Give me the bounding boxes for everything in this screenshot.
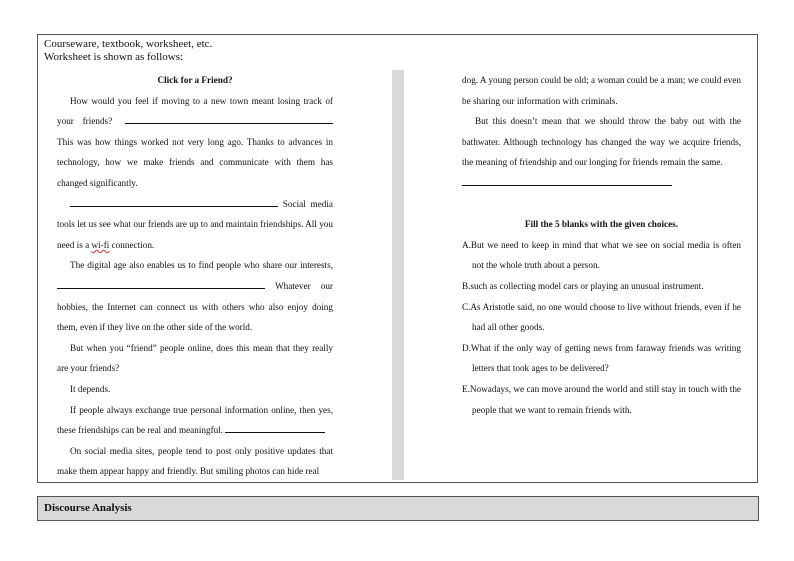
paragraph-2-text: Social media tools let us see what our friends are up to and maintain friendships. All you need is a (57, 198, 333, 250)
choice-b: B.such as collecting model cars or playing an unusual instrument. (462, 280, 704, 291)
paragraph-2-wifi: wi-fi (91, 239, 110, 250)
paragraph-1-text: How would you feel if moving to a new town meant losing track of your friends? (57, 95, 333, 127)
paragraph-3-text: Whatever our hobbies, the Internet can connect us with others who also enjoy doing them, even if they live on the other side of the world. (57, 280, 333, 333)
discourse-analysis-bar[interactable]: Discourse Analysis (37, 496, 759, 521)
blank-1[interactable] (125, 114, 333, 124)
article-paragraph-4: But when you “friend” people online, does this mean that they really are your friends? (57, 342, 333, 374)
article-paragraph-7: On social media sites, people tend to post only positive updates that make them appear happy and friendly. But smiling photos can hide real (57, 445, 333, 477)
paragraph-6-text: If people always exchange true personal information online, then yes, these friendships can be real and meaningful. (57, 404, 333, 436)
article-paragraph-1 (57, 91, 333, 194)
column-gutter (392, 70, 404, 480)
blank-5-line (462, 173, 741, 194)
worksheet-header (44, 38, 212, 64)
article-paragraph-5: It depends. (70, 383, 111, 394)
article-paragraph-2 (57, 194, 333, 256)
choice-e: E.Nowadays, we can move around the world and still stay in touch with the people that we want to remain friends with. (462, 383, 741, 415)
choice-a: A.But we need to keep in mind that what we see on social media is often not the whole truth about a person. (462, 239, 741, 271)
paragraph-3-start: The digital age also enables us to find people who share our interests, (70, 260, 333, 271)
header-line-1: Courseware, textbook, worksheet, etc. (44, 38, 213, 50)
article-left-column (57, 70, 333, 482)
paragraph-1-continued: This was how things worked not very long ago. Thanks to advances in technology, how we make friends and communicate with them has changed significantly. (57, 136, 333, 188)
choice-c: C.As Aristotle said, no one would choose to live without friends, even if he had all other goods. (462, 301, 741, 333)
article-right-column (462, 70, 741, 420)
blank-3[interactable] (57, 279, 265, 289)
blank-4[interactable] (225, 423, 325, 433)
spacer (462, 194, 741, 215)
right-paragraph-2: But this doesn’t mean that we should throw the baby out with the bathwater. Although technology has changed the way we acquire friends, the meaning of friendship and our longing for friends remain the same. (462, 116, 741, 168)
blank-2[interactable] (70, 197, 278, 207)
article-paragraph-3 (57, 255, 333, 337)
article-paragraph-6 (57, 400, 333, 441)
blank-5[interactable] (462, 176, 672, 186)
choice-d: D.What if the only way of getting news from faraway friends was writing letters that took ages to be delivered? (462, 342, 741, 374)
right-paragraph-1: dog. A young person could be old; a woman could be a man; we could even be sharing our information with criminals. (462, 75, 741, 106)
paragraph-2-end: connection. (109, 239, 155, 250)
task-heading: Fill the 5 blanks with the given choices. (524, 219, 679, 230)
article-title: Click for a Friend? (157, 75, 233, 85)
header-line-2: Worksheet is shown as follows: (44, 51, 184, 63)
